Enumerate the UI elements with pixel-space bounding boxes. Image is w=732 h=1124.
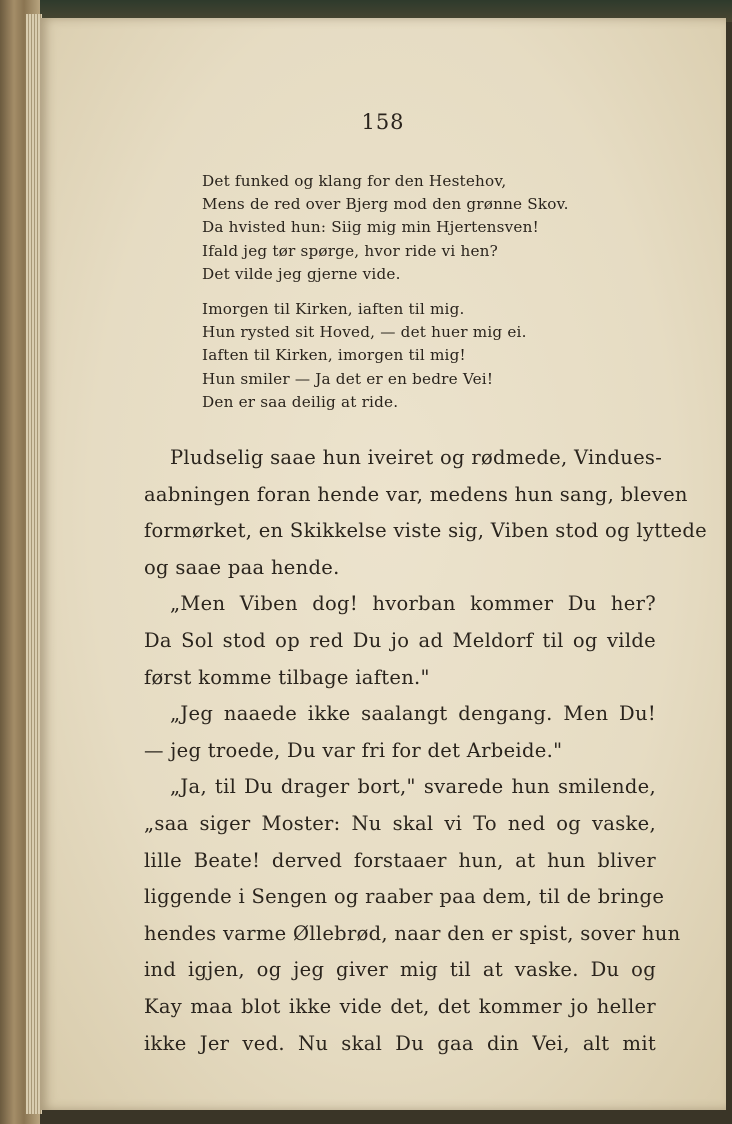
prose-line: „Jeg naaede ikke saalangt dengang. Men Du!: [170, 702, 656, 726]
verse-line: Mens de red over Bjerg mod den grønne Skov.: [202, 195, 569, 214]
prose-line: „Ja, til Du drager bort," svarede hun smilende,: [170, 775, 656, 799]
prose-line: ikke Jer ved. Nu skal Du gaa din Vei, alt mit: [144, 1031, 656, 1055]
poem: [202, 170, 702, 426]
verse-line: Da hvisted hun: Siig mig min Hjertensven!: [202, 218, 539, 237]
prose-line: Da Sol stod op red Du jo ad Meldorf til og vilde: [144, 628, 656, 652]
prose-text: [144, 440, 707, 1062]
verse-line: Imorgen til Kirken, iaften til mig.: [202, 300, 465, 319]
page-number: 158: [361, 110, 405, 134]
verse-line: Det vilde jeg gjerne vide.: [202, 264, 401, 283]
prose-line: — jeg troede, Du var fri for det Arbeide.": [144, 738, 563, 762]
poem-stanza: [202, 298, 702, 414]
prose-line: „Men Viben dog! hvorban kommer Du her?: [170, 592, 656, 616]
prose-line: hendes varme Øllebrød, naar den er spist, sover hun: [144, 921, 681, 945]
prose-line: formørket, en Skikkelse viste sig, Viben stod og lyttede: [144, 519, 707, 543]
book-page: [40, 18, 726, 1110]
verse-line: Hun rysted sit Hoved, — det huer mig ei.: [202, 323, 527, 342]
prose-line: først komme tilbage iaften.": [144, 665, 430, 689]
prose-line: og saae paa hende.: [144, 555, 340, 579]
prose-line: aabningen foran hende var, medens hun sang, bleven: [144, 482, 688, 506]
prose-line: lille Beate! derved forstaaer hun, at hun bliver: [144, 848, 656, 872]
verse-line: Hun smiler — Ja det er en bedre Vei!: [202, 369, 494, 388]
prose-line: ind igjen, og jeg giver mig til at vaske. Du og: [144, 958, 656, 982]
verse-line: Iaften til Kirken, imorgen til mig!: [202, 346, 466, 365]
prose-line: „saa siger Moster: Nu skal vi To ned og vaske,: [144, 811, 656, 835]
verse-line: Det funked og klang for den Hestehov,: [202, 172, 507, 190]
prose-line: liggende i Sengen og raaber paa dem, til de bringe: [144, 885, 665, 909]
prose-line: Kay maa blot ikke vide det, det kommer jo heller: [144, 994, 656, 1018]
prose-line: Pludselig saae hun iveiret og rødmede, Vindues-: [170, 446, 663, 469]
verse-line: Den er saa deilig at ride.: [202, 392, 399, 411]
verse-line: Ifald jeg tør spørge, hvor ride vi hen?: [202, 241, 498, 260]
poem-stanza: [202, 170, 702, 286]
